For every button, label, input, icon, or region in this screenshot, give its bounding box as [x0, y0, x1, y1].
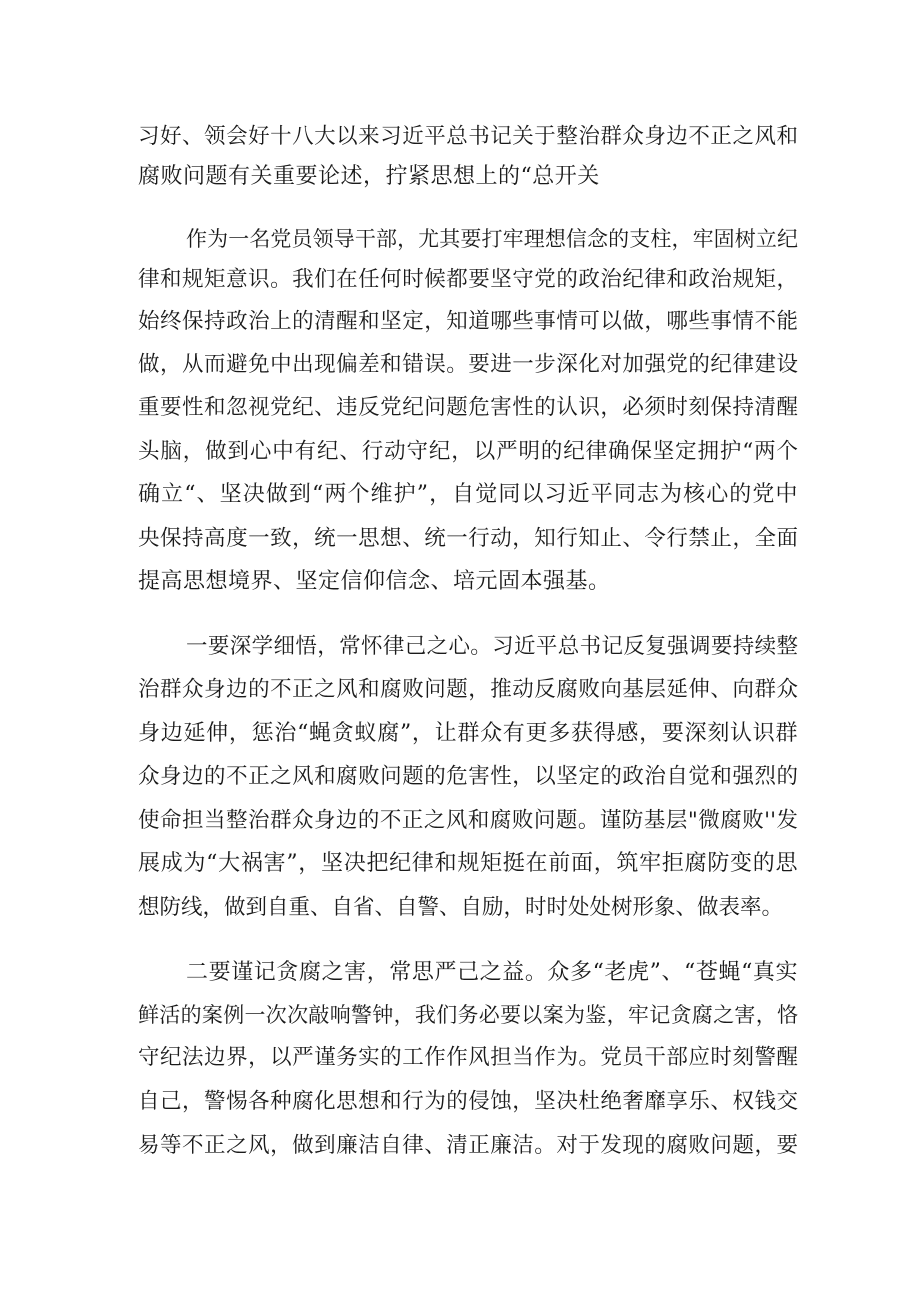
paragraph-3-line: 易等不正之风，做到廉洁自律、清正廉洁。对于发现的腐败问题，要	[138, 1133, 798, 1158]
paragraph-1-line: 头脑，做到心中有纪、行动守纪，以严明的纪律确保坚定拥护“两个	[138, 439, 798, 464]
paragraph-1-line: 始终保持政治上的清醒和坚定，知道哪些事情可以做，哪些事情不能	[138, 309, 798, 334]
heading-line: 习好、领会好十八大以来习近平总书记关于整治群众身边不正之风和	[138, 124, 798, 149]
paragraph-2-line: 身边延伸，惩治“蝇贪蚁腐”，让群众有更多获得感，要深刻认识群	[138, 721, 798, 746]
paragraph-1-line: 提高思想境界、坚定信仰信念、培元固本强基。	[138, 569, 611, 594]
paragraph-2-line: 一要深学细悟，常怀律己之心。习近平总书记反复强调要持续整	[186, 634, 798, 659]
heading-line: 腐败问题有关重要论述，拧紧思想上的“总开关	[138, 164, 600, 189]
paragraph-3-line: 自己，警惕各种腐化思想和行为的侵蚀，坚决杜绝奢靡享乐、权钱交	[138, 1089, 798, 1114]
paragraph-3-line: 守纪法边界，以严谨务实的工作作风担当作为。党员干部应时刻警醒	[138, 1045, 798, 1070]
paragraph-1-line: 确立“、坚决做到“两个维护”，自觉同以习近平同志为核心的党中	[138, 482, 798, 507]
paragraph-1-line: 做，从而避免中出现偏差和错误。要进一步深化对加强党的纪律建设	[138, 352, 798, 377]
paragraph-2-line: 想防线，做到自重、自省、自警、自励，时时处处树形象、做表率。	[138, 895, 784, 920]
paragraph-3-line: 鲜活的案例一次次敲响警钟，我们务必要以案为鉴，牢记贪腐之害，恪	[138, 1003, 798, 1027]
paragraph-1-line: 重要性和忽视党纪、违反党纪问题危害性的认识，必须时刻保持清醒	[138, 395, 798, 420]
paragraph-1-line: 作为一名党员领导干部，尤其要打牢理想信念的支柱，牢固树立纪	[186, 227, 798, 251]
paragraph-1-line: 律和规矩意识。我们在任何时候都要坚守党的政治纪律和政治规矩，	[138, 267, 798, 292]
paragraph-3-line: 二要谨记贪腐之害，常思严己之益。众多“老虎”、“苍蝇“真实	[186, 960, 798, 985]
paragraph-2-line: 使命担当整治群众身边的不正之风和腐败问题。谨防基层"微腐败''发	[138, 808, 798, 833]
paragraph-2-line: 众身边的不正之风和腐败问题的危害性，以坚定的政治自觉和强烈的	[138, 764, 798, 789]
paragraph-2-line: 展成为“大祸害”，坚决把纪律和规矩挺在前面，筑牢拒腐防变的思	[138, 851, 798, 876]
paragraph-1-line: 央保持高度一致，统一思想、统一行动，知行知止、令行禁止，全面	[138, 526, 798, 551]
paragraph-2-line: 治群众身边的不正之风和腐败问题，推动反腐败向基层延伸、向群众	[138, 677, 798, 702]
